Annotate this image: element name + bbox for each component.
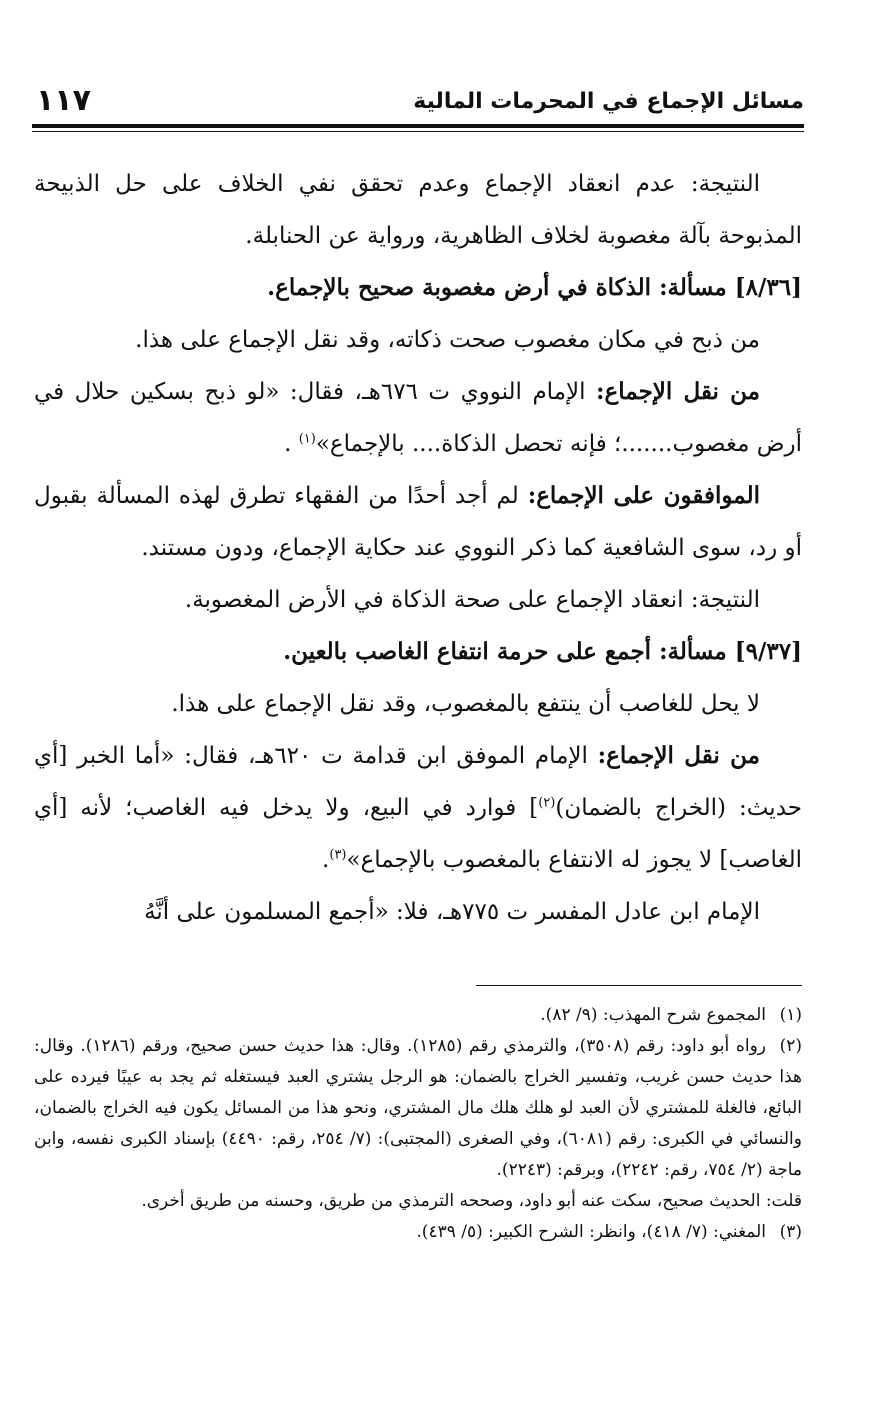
footnote-separator [476,985,802,986]
consensus-transmitter-37 [34,730,802,886]
agreeing-scholars-36 [34,470,802,574]
agreeing-label: الموافقون على الإجماع: [527,482,761,509]
footnote-1 [34,1000,802,1031]
footnote-text: المغني: (٧/ ٤١٨)، وانظر: الشرح الكبير: (٥/ ٤٣٩). [416,1222,766,1242]
header-rule-thin [32,131,804,132]
footnotes [34,1000,802,1248]
consensus-transmitter-36 [34,366,802,470]
agreeing-text: لم أجد أحدًا من الفقهاء تطرق لهذه المسألة بقبول أو رد، سوى الشافعية كما ذكر النووي عند حكاية الإجماع، ودون مستند. [34,483,802,561]
sentence-end: . [322,847,330,873]
footnote-text: رواه أبو داود: رقم (٣٥٠٨)، والترمذي رقم (١٢٨٥). وقال: هذا حديث حسن صحيح، ورقم (١٢٨٦). وقال: هذا حديث حسن غريب، وتفسير الخراج بالضمان: هو الرجل يشتري العبد فيستغله ثم يجد به عيبًا فيرده على البائع، فالغلة للمشتري لأن العبد لو هلك هلك مال المشتري، ونحو هذا من المسائل يكون فيه الخراج بالضمان، والنسائي في الكبرى: رقم (٦٠٨١)، وفي الصغرى (المجتبى): (٧/ ٢٥٤، رقم: ٤٤٩٠) بإسناد الكبرى نفسه، وابن ماجة (٢/ ٧٥٤، رقم: ٢٢٤٢)، وبرقم: (٢٢٤٣). [34,1036,802,1180]
issue-heading-36: [٨/٣٦] مسألة: الذكاة في أرض مغصوبة صحيح بالإجماع. [267,274,802,301]
sentence-end: . [284,431,299,457]
footnote-3 [34,1217,802,1248]
page-number: ١١٧ [36,83,91,118]
page-header [32,78,804,120]
result-paragraph-36: النتيجة: انعقاد الإجماع على صحة الذكاة في الأرض المغصوبة. [184,587,760,613]
main-text [34,158,802,938]
issue-statement-37: لا يحل للغاصب أن ينتفع بالمغصوب، وقد نقل الإجماع على هذا. [171,691,760,717]
issue-heading-37: [٩/٣٧] مسألة: أجمع على حرمة انتفاع الغاصب بالعين. [283,638,802,665]
footnote-ref-3[interactable]: (٣) [329,847,347,863]
footnote-number: (٣) [779,1222,802,1242]
transmitter-text-b: ] فوارد في البيع، ولا يدخل فيه الغاصب؛ لأنه [أي الغاصب] لا يجوز له الانتفاع بالمغصوب بالإجماع» [34,795,802,873]
footnote-text: المجموع شرح المهذب: (٩/ ٨٢). [540,1005,766,1025]
issue-statement-36: من ذبح في مكان مغصوب صحت ذكاته، وقد نقل الإجماع على هذا. [135,327,760,353]
footnote-ref-2[interactable]: (٢) [538,795,556,811]
footnote-number: (١) [779,1005,802,1025]
second-transmitter-37: الإمام ابن عادل المفسر ت ٧٧٥هـ، فلا: «أجمع المسلمون على أنَّهُ [144,899,760,925]
transmitter-text: الإمام النووي ت ٦٧٦هـ، فقال: «لو ذبح بسكين حلال في أرض مغصوب.......؛ فإنه تحصل الذكاة.... بالإجماع» [34,379,802,457]
result-paragraph-1: النتيجة: عدم انعقاد الإجماع وعدم تحقق نفي الخلاف على حل الذبيحة المذبوحة بآلة مغصوبة لخلاف الظاهرية، ورواية عن الحنابلة. [34,171,802,249]
transmitter-label: من نقل الإجماع: [597,742,760,769]
footnote-number: (٢) [779,1036,803,1056]
header-rule [32,124,804,128]
transmitter-label: من نقل الإجماع: [596,378,761,405]
footnote-ref-1[interactable]: (١) [298,431,316,447]
running-title: مسائل الإجماع في المحرمات المالية [413,89,804,114]
footnote-2 [34,1031,802,1186]
footnote-2-continuation: قلت: الحديث صحيح، سكت عنه أبو داود، وصححه الترمذي من طريق، وحسنه من طريق أخرى. [141,1191,802,1211]
transmitter-text-a: الإمام الموفق ابن قدامة ت ٦٢٠هـ، فقال: «أما الخبر [أي حديث: (الخراج بالضمان) [34,743,802,821]
